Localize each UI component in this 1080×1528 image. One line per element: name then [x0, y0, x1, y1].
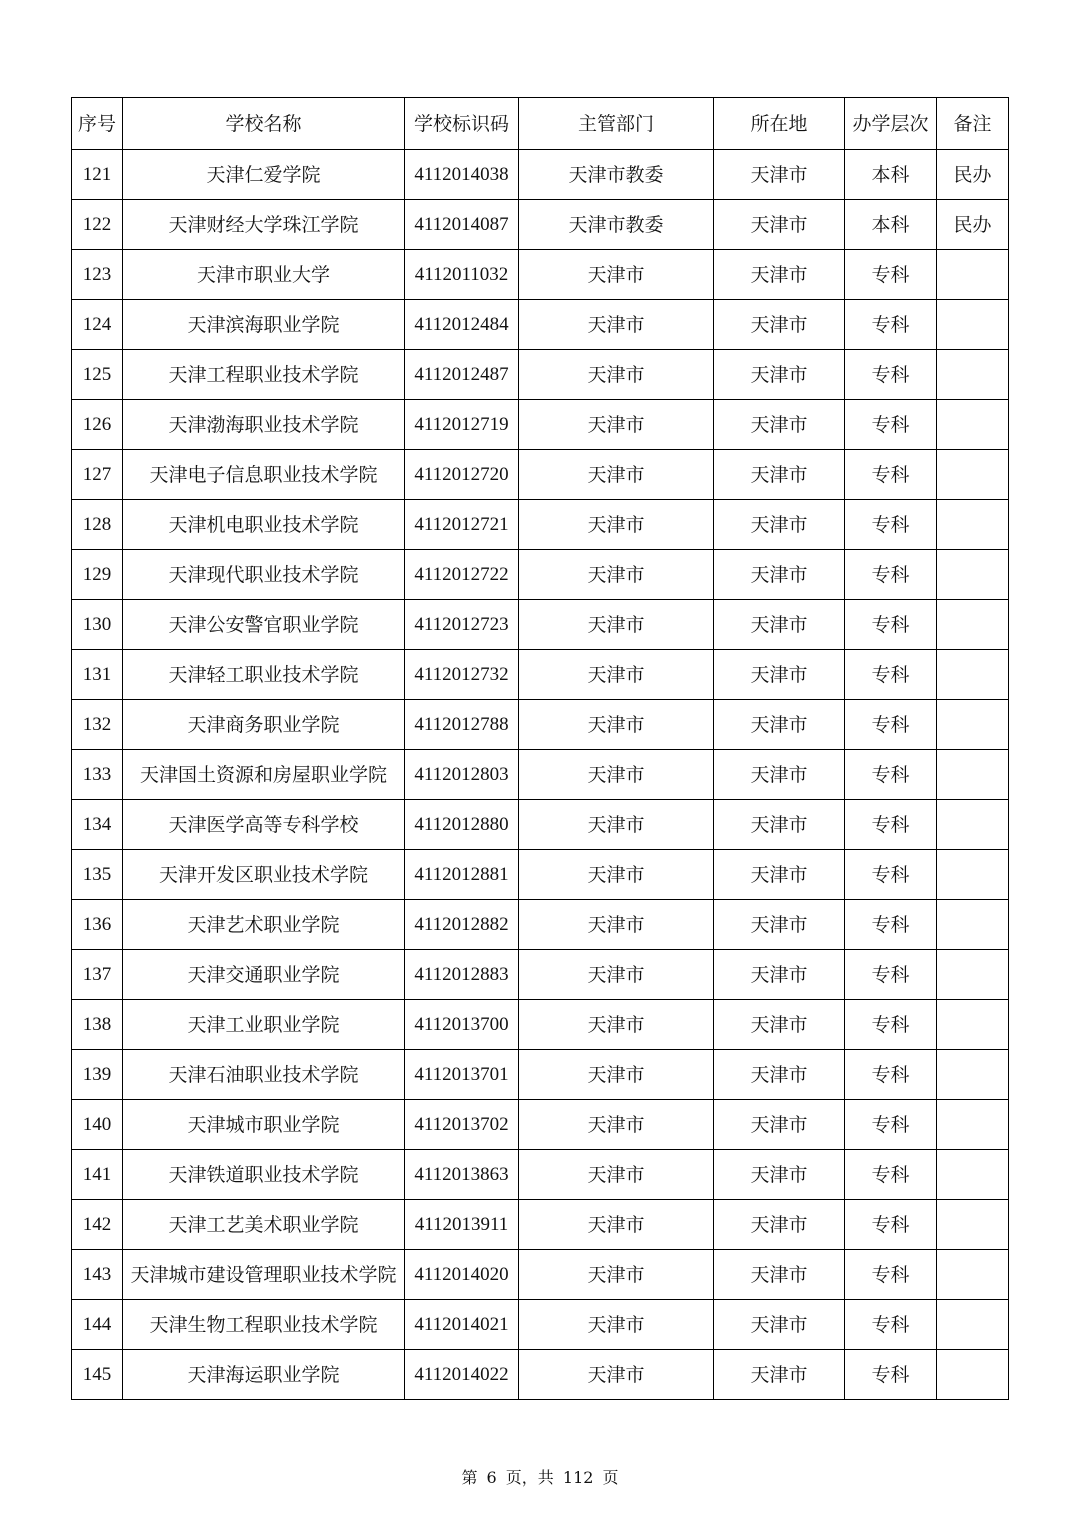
cell-department: 天津市教委: [519, 200, 714, 250]
cell-location: 天津市: [714, 700, 845, 750]
cell-location: 天津市: [714, 200, 845, 250]
header-remark: 备注: [937, 98, 1009, 150]
cell-department: 天津市教委: [519, 150, 714, 200]
cell-remark: [937, 700, 1009, 750]
table-row: [72, 950, 1009, 1000]
cell-school-code: 4112013863: [405, 1150, 519, 1200]
cell-remark: [937, 1050, 1009, 1100]
cell-remark: [937, 950, 1009, 1000]
table-row: [72, 500, 1009, 550]
cell-level: 专科: [845, 450, 937, 500]
cell-remark: [937, 1350, 1009, 1400]
cell-index: 124: [72, 300, 123, 350]
cell-index: 134: [72, 800, 123, 850]
cell-remark: [937, 500, 1009, 550]
cell-school-name: 天津铁道职业技术学院: [123, 1150, 405, 1200]
cell-school-name: 天津生物工程职业技术学院: [123, 1300, 405, 1350]
cell-school-code: 4112012880: [405, 800, 519, 850]
cell-index: 123: [72, 250, 123, 300]
table-row: [72, 800, 1009, 850]
cell-remark: [937, 600, 1009, 650]
cell-department: 天津市: [519, 750, 714, 800]
cell-level: 专科: [845, 250, 937, 300]
cell-level: 专科: [845, 1150, 937, 1200]
cell-remark: [937, 650, 1009, 700]
table-row: [72, 300, 1009, 350]
cell-school-name: 天津海运职业学院: [123, 1350, 405, 1400]
cell-level: 专科: [845, 800, 937, 850]
cell-school-name: 天津财经大学珠江学院: [123, 200, 405, 250]
table-row: [72, 900, 1009, 950]
cell-level: 专科: [845, 500, 937, 550]
table-row: [72, 700, 1009, 750]
cell-school-name: 天津医学高等专科学校: [123, 800, 405, 850]
cell-index: 131: [72, 650, 123, 700]
cell-remark: [937, 1000, 1009, 1050]
cell-school-code: 4112012484: [405, 300, 519, 350]
cell-location: 天津市: [714, 150, 845, 200]
header-school-code: 学校标识码: [405, 98, 519, 150]
cell-department: 天津市: [519, 700, 714, 750]
cell-index: 128: [72, 500, 123, 550]
cell-index: 125: [72, 350, 123, 400]
cell-location: 天津市: [714, 1000, 845, 1050]
table-row: [72, 1000, 1009, 1050]
table-row: [72, 650, 1009, 700]
cell-school-code: 4112014020: [405, 1250, 519, 1300]
cell-index: 137: [72, 950, 123, 1000]
cell-level: 专科: [845, 950, 937, 1000]
cell-index: 130: [72, 600, 123, 650]
table-row: [72, 1250, 1009, 1300]
cell-location: 天津市: [714, 250, 845, 300]
header-school-name: 学校名称: [123, 98, 405, 150]
table-row: [72, 550, 1009, 600]
cell-department: 天津市: [519, 1050, 714, 1100]
cell-index: 144: [72, 1300, 123, 1350]
cell-remark: [937, 1250, 1009, 1300]
table-row: [72, 1200, 1009, 1250]
cell-index: 140: [72, 1100, 123, 1150]
cell-remark: [937, 900, 1009, 950]
cell-location: 天津市: [714, 1150, 845, 1200]
cell-level: 专科: [845, 1000, 937, 1050]
cell-location: 天津市: [714, 850, 845, 900]
cell-index: 132: [72, 700, 123, 750]
cell-remark: [937, 1300, 1009, 1350]
cell-location: 天津市: [714, 1050, 845, 1100]
cell-department: 天津市: [519, 800, 714, 850]
cell-department: 天津市: [519, 1250, 714, 1300]
cell-department: 天津市: [519, 450, 714, 500]
cell-level: 专科: [845, 400, 937, 450]
cell-location: 天津市: [714, 1350, 845, 1400]
cell-department: 天津市: [519, 1200, 714, 1250]
cell-department: 天津市: [519, 850, 714, 900]
cell-level: 专科: [845, 300, 937, 350]
cell-school-name: 天津工艺美术职业学院: [123, 1200, 405, 1250]
cell-location: 天津市: [714, 600, 845, 650]
cell-level: 专科: [845, 1200, 937, 1250]
cell-department: 天津市: [519, 650, 714, 700]
table-row: [72, 1100, 1009, 1150]
cell-remark: [937, 1150, 1009, 1200]
table-row: [72, 350, 1009, 400]
cell-level: 专科: [845, 900, 937, 950]
cell-school-code: 4112013701: [405, 1050, 519, 1100]
cell-index: 126: [72, 400, 123, 450]
cell-level: 专科: [845, 1100, 937, 1150]
table-row: [72, 1150, 1009, 1200]
table-header-row: [72, 98, 1009, 150]
cell-index: 142: [72, 1200, 123, 1250]
cell-remark: [937, 1100, 1009, 1150]
cell-level: 专科: [845, 650, 937, 700]
cell-department: 天津市: [519, 950, 714, 1000]
cell-remark: [937, 850, 1009, 900]
cell-location: 天津市: [714, 1250, 845, 1300]
cell-location: 天津市: [714, 300, 845, 350]
table-row: [72, 1050, 1009, 1100]
cell-location: 天津市: [714, 1100, 845, 1150]
cell-school-code: 4112013702: [405, 1100, 519, 1150]
cell-index: 121: [72, 150, 123, 200]
cell-school-name: 天津仁爱学院: [123, 150, 405, 200]
cell-remark: [937, 800, 1009, 850]
cell-remark: [937, 550, 1009, 600]
cell-location: 天津市: [714, 800, 845, 850]
cell-school-name: 天津开发区职业技术学院: [123, 850, 405, 900]
cell-school-code: 4112012722: [405, 550, 519, 600]
cell-location: 天津市: [714, 900, 845, 950]
cell-school-name: 天津电子信息职业技术学院: [123, 450, 405, 500]
cell-department: 天津市: [519, 1300, 714, 1350]
cell-school-code: 4112012803: [405, 750, 519, 800]
cell-school-name: 天津现代职业技术学院: [123, 550, 405, 600]
cell-school-name: 天津国土资源和房屋职业学院: [123, 750, 405, 800]
cell-department: 天津市: [519, 500, 714, 550]
table-row: [72, 200, 1009, 250]
table-row: [72, 1300, 1009, 1350]
cell-location: 天津市: [714, 650, 845, 700]
cell-remark: 民办: [937, 200, 1009, 250]
cell-school-name: 天津城市建设管理职业技术学院: [123, 1250, 405, 1300]
cell-location: 天津市: [714, 400, 845, 450]
cell-level: 专科: [845, 700, 937, 750]
cell-remark: [937, 350, 1009, 400]
cell-school-code: 4112012788: [405, 700, 519, 750]
cell-index: 141: [72, 1150, 123, 1200]
cell-remark: [937, 750, 1009, 800]
table-body: [72, 150, 1009, 1400]
cell-remark: [937, 450, 1009, 500]
cell-level: 专科: [845, 1300, 937, 1350]
table-row: [72, 400, 1009, 450]
cell-remark: [937, 1200, 1009, 1250]
cell-department: 天津市: [519, 900, 714, 950]
cell-school-code: 4112012723: [405, 600, 519, 650]
cell-school-code: 4112014021: [405, 1300, 519, 1350]
table-row: [72, 1350, 1009, 1400]
cell-level: 专科: [845, 550, 937, 600]
cell-remark: 民办: [937, 150, 1009, 200]
cell-index: 127: [72, 450, 123, 500]
cell-location: 天津市: [714, 1200, 845, 1250]
cell-remark: [937, 250, 1009, 300]
cell-school-code: 4112014087: [405, 200, 519, 250]
cell-location: 天津市: [714, 750, 845, 800]
cell-index: 129: [72, 550, 123, 600]
cell-level: 专科: [845, 850, 937, 900]
cell-school-name: 天津石油职业技术学院: [123, 1050, 405, 1100]
header-location: 所在地: [714, 98, 845, 150]
cell-department: 天津市: [519, 1150, 714, 1200]
cell-department: 天津市: [519, 400, 714, 450]
cell-school-code: 4112012720: [405, 450, 519, 500]
cell-department: 天津市: [519, 350, 714, 400]
cell-location: 天津市: [714, 450, 845, 500]
cell-department: 天津市: [519, 1350, 714, 1400]
table-row: [72, 150, 1009, 200]
cell-index: 139: [72, 1050, 123, 1100]
cell-school-code: 4112012732: [405, 650, 519, 700]
cell-level: 专科: [845, 1250, 937, 1300]
cell-school-name: 天津工业职业学院: [123, 1000, 405, 1050]
cell-department: 天津市: [519, 1000, 714, 1050]
cell-location: 天津市: [714, 1300, 845, 1350]
header-department: 主管部门: [519, 98, 714, 150]
cell-level: 专科: [845, 750, 937, 800]
cell-department: 天津市: [519, 550, 714, 600]
cell-level: 专科: [845, 1350, 937, 1400]
cell-school-name: 天津交通职业学院: [123, 950, 405, 1000]
cell-level: 专科: [845, 350, 937, 400]
cell-school-name: 天津机电职业技术学院: [123, 500, 405, 550]
cell-school-code: 4112014022: [405, 1350, 519, 1400]
cell-school-name: 天津商务职业学院: [123, 700, 405, 750]
school-list-table: [71, 97, 1009, 1400]
cell-index: 138: [72, 1000, 123, 1050]
cell-school-code: 4112012487: [405, 350, 519, 400]
cell-school-code: 4112012882: [405, 900, 519, 950]
cell-location: 天津市: [714, 950, 845, 1000]
cell-location: 天津市: [714, 550, 845, 600]
table-row: [72, 750, 1009, 800]
cell-school-code: 4112012881: [405, 850, 519, 900]
cell-index: 133: [72, 750, 123, 800]
header-index: 序号: [72, 98, 123, 150]
cell-index: 135: [72, 850, 123, 900]
cell-location: 天津市: [714, 350, 845, 400]
table-row: [72, 600, 1009, 650]
cell-school-code: 4112013700: [405, 1000, 519, 1050]
cell-level: 专科: [845, 1050, 937, 1100]
cell-department: 天津市: [519, 300, 714, 350]
cell-school-code: 4112012721: [405, 500, 519, 550]
cell-index: 136: [72, 900, 123, 950]
cell-school-code: 4112012719: [405, 400, 519, 450]
cell-level: 本科: [845, 150, 937, 200]
table-row: [72, 850, 1009, 900]
cell-school-name: 天津市职业大学: [123, 250, 405, 300]
cell-department: 天津市: [519, 1100, 714, 1150]
cell-school-code: 4112012883: [405, 950, 519, 1000]
cell-location: 天津市: [714, 500, 845, 550]
cell-school-name: 天津城市职业学院: [123, 1100, 405, 1150]
cell-department: 天津市: [519, 600, 714, 650]
cell-remark: [937, 300, 1009, 350]
cell-index: 122: [72, 200, 123, 250]
table-row: [72, 250, 1009, 300]
cell-school-code: 4112011032: [405, 250, 519, 300]
cell-level: 本科: [845, 200, 937, 250]
cell-school-name: 天津工程职业技术学院: [123, 350, 405, 400]
cell-school-name: 天津艺术职业学院: [123, 900, 405, 950]
cell-school-name: 天津公安警官职业学院: [123, 600, 405, 650]
cell-department: 天津市: [519, 250, 714, 300]
cell-school-code: 4112014038: [405, 150, 519, 200]
cell-school-name: 天津渤海职业技术学院: [123, 400, 405, 450]
table-row: [72, 450, 1009, 500]
cell-school-code: 4112013911: [405, 1200, 519, 1250]
cell-level: 专科: [845, 600, 937, 650]
cell-school-name: 天津滨海职业学院: [123, 300, 405, 350]
cell-remark: [937, 400, 1009, 450]
cell-index: 143: [72, 1250, 123, 1300]
cell-school-name: 天津轻工职业技术学院: [123, 650, 405, 700]
header-level: 办学层次: [845, 98, 937, 150]
page-footer: 第 6 页，共 112 页: [461, 1468, 619, 1487]
cell-index: 145: [72, 1350, 123, 1400]
